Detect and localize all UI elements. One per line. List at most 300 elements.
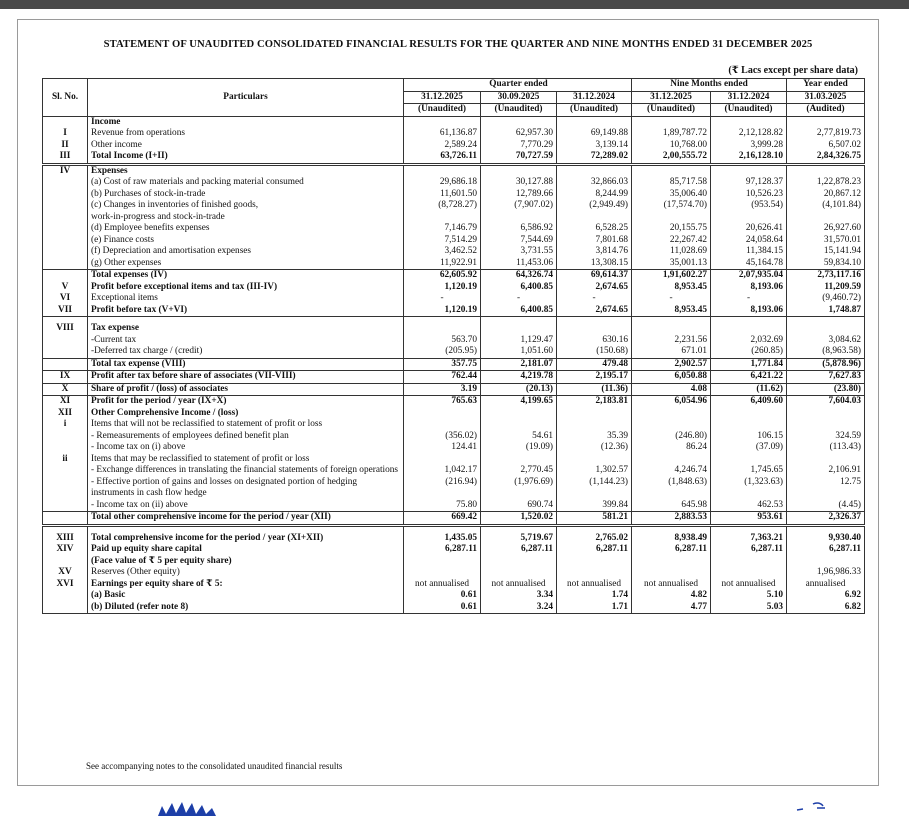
row-value xyxy=(404,212,481,224)
row-value: 4,199.65 xyxy=(481,396,557,408)
table-row xyxy=(43,383,865,396)
row-sl-no: X xyxy=(43,383,88,396)
row-value xyxy=(481,408,557,420)
row-value: 5.10 xyxy=(711,590,787,602)
row-value: (7,907.02) xyxy=(481,200,557,212)
row-sl-no xyxy=(43,465,88,477)
row-value: 7,363.21 xyxy=(711,533,787,545)
row-value xyxy=(404,323,481,335)
row-value xyxy=(632,454,711,466)
row-value: 1,435.05 xyxy=(404,533,481,545)
row-value: (205.95) xyxy=(404,346,481,358)
row-value: 1,96,986.33 xyxy=(787,567,865,579)
row-value: 11,028.69 xyxy=(632,246,711,258)
row-sl-no xyxy=(43,500,88,512)
row-value: 2,181.07 xyxy=(481,358,557,371)
row-value: 85,717.58 xyxy=(632,177,711,189)
table-row xyxy=(43,579,865,591)
row-sl-no xyxy=(43,246,88,258)
row-sl-no xyxy=(43,590,88,602)
row-value: 106.15 xyxy=(711,431,787,443)
row-value: (2,949.49) xyxy=(557,200,632,212)
row-sl-no: XIII xyxy=(43,533,88,545)
row-value xyxy=(481,212,557,224)
row-value xyxy=(632,116,711,128)
row-sl-no: IX xyxy=(43,371,88,384)
row-value xyxy=(711,323,787,335)
row-value: 10,768.00 xyxy=(632,140,711,152)
row-label: (Face value of ₹ 5 per equity share) xyxy=(88,556,404,568)
row-sl-no xyxy=(43,602,88,614)
row-value: 6,409.60 xyxy=(711,396,787,408)
row-value: 15,141.94 xyxy=(787,246,865,258)
row-value: 11,384.15 xyxy=(711,246,787,258)
row-value: (4.45) xyxy=(787,500,865,512)
row-value: 1.71 xyxy=(557,602,632,614)
row-value: 12,789.66 xyxy=(481,189,557,201)
row-value xyxy=(711,567,787,579)
table-row xyxy=(43,305,865,317)
row-label: Tax expense xyxy=(88,323,404,335)
table-row xyxy=(43,512,865,526)
row-value: 124.41 xyxy=(404,442,481,454)
row-value: 2,00,555.72 xyxy=(632,151,711,164)
row-value: 6,287.11 xyxy=(557,544,632,556)
table-row xyxy=(43,235,865,247)
row-label: Profit before tax (V+VI) xyxy=(88,305,404,317)
row-value xyxy=(557,116,632,128)
row-value: not annualised xyxy=(481,579,557,591)
row-value: 12.75 xyxy=(787,477,865,500)
table-row xyxy=(43,258,865,270)
date-header: 31.12.2024 xyxy=(711,91,787,104)
row-value: (246.80) xyxy=(632,431,711,443)
row-value: (1,323.63) xyxy=(711,477,787,500)
row-value: 4,246.74 xyxy=(632,465,711,477)
row-value: 22,267.42 xyxy=(632,235,711,247)
row-value: 2,326.37 xyxy=(787,512,865,526)
row-label: Items that will not be reclassified to statement of profit or loss xyxy=(88,419,404,431)
row-value: (12.36) xyxy=(557,442,632,454)
row-value: (4,101.84) xyxy=(787,200,865,212)
row-value: 7,544.69 xyxy=(481,235,557,247)
row-value: 1,120.19 xyxy=(404,305,481,317)
row-value: 953.61 xyxy=(711,512,787,526)
table-row xyxy=(43,544,865,556)
row-value xyxy=(711,116,787,128)
row-value: (1,976.69) xyxy=(481,477,557,500)
row-value xyxy=(711,164,787,177)
row-sl-no xyxy=(43,223,88,235)
row-value xyxy=(632,556,711,568)
row-value: 3,084.62 xyxy=(787,335,865,347)
row-value: 7,627.83 xyxy=(787,371,865,384)
row-label: (f) Depreciation and amortisation expenses xyxy=(88,246,404,258)
date-header: 31.12.2025 xyxy=(404,91,481,104)
row-value: - xyxy=(557,293,632,305)
row-value: 2,589.24 xyxy=(404,140,481,152)
row-value: 1,771.84 xyxy=(711,358,787,371)
row-value xyxy=(404,164,481,177)
row-value: 3,999.28 xyxy=(711,140,787,152)
row-value: 59,834.10 xyxy=(787,258,865,270)
row-value xyxy=(787,454,865,466)
row-sl-no: XII xyxy=(43,408,88,420)
row-value: 8,938.49 xyxy=(632,533,711,545)
row-value xyxy=(632,419,711,431)
row-value: 86.24 xyxy=(632,442,711,454)
row-value: 690.74 xyxy=(481,500,557,512)
row-value: 2,84,326.75 xyxy=(787,151,865,164)
row-value: 6,287.11 xyxy=(481,544,557,556)
row-sl-no xyxy=(43,556,88,568)
row-value: 6,054.96 xyxy=(632,396,711,408)
row-label: - Effective portion of gains and losses on designated portion of hedging instruments in cash flow hedge xyxy=(88,477,404,500)
row-value: 3,139.14 xyxy=(557,140,632,152)
table-row xyxy=(43,477,865,500)
financial-results-table xyxy=(42,78,865,614)
row-value: (216.94) xyxy=(404,477,481,500)
row-value: 2,12,128.82 xyxy=(711,128,787,140)
row-value: 1,302.57 xyxy=(557,465,632,477)
date-header: 31.12.2024 xyxy=(557,91,632,104)
row-value: 7,770.29 xyxy=(481,140,557,152)
table-row xyxy=(43,500,865,512)
row-label: work-in-progress and stock-in-trade xyxy=(88,212,404,224)
row-value: (953.54) xyxy=(711,200,787,212)
row-value: (1,848.63) xyxy=(632,477,711,500)
row-sl-no: III xyxy=(43,151,88,164)
row-value: 2,770.45 xyxy=(481,465,557,477)
row-value: (11.36) xyxy=(557,383,632,396)
row-sl-no: XV xyxy=(43,567,88,579)
row-value xyxy=(557,408,632,420)
row-value xyxy=(404,408,481,420)
row-value: 2,195.17 xyxy=(557,371,632,384)
row-label: Total tax expense (VIII) xyxy=(88,358,404,371)
row-value: 462.53 xyxy=(711,500,787,512)
row-value: (20.13) xyxy=(481,383,557,396)
row-label: (e) Finance costs xyxy=(88,235,404,247)
row-value: 11,209.59 xyxy=(787,282,865,294)
table-row xyxy=(43,128,865,140)
row-value: 2,902.57 xyxy=(632,358,711,371)
row-value: 4,219.78 xyxy=(481,371,557,384)
row-value xyxy=(787,408,865,420)
row-label: - Remeasurements of employees defined benefit plan xyxy=(88,431,404,443)
row-label: Revenue from operations xyxy=(88,128,404,140)
year-ended-header: Year ended xyxy=(787,79,865,92)
row-sl-no: XIV xyxy=(43,544,88,556)
table-row xyxy=(43,293,865,305)
table-row xyxy=(43,590,865,602)
row-value: (356.02) xyxy=(404,431,481,443)
table-row xyxy=(43,164,865,177)
row-value: 1,745.65 xyxy=(711,465,787,477)
statement-title: STATEMENT OF UNAUDITED CONSOLIDATED FINANCIAL RESULTS FOR THE QUARTER AND NINE MONTHS ENDED 31 DECEMBER 2025 xyxy=(103,39,813,50)
row-sl-no xyxy=(43,431,88,443)
row-value: 3.34 xyxy=(481,590,557,602)
row-value: 2,674.65 xyxy=(557,282,632,294)
row-value: 62,605.92 xyxy=(404,270,481,282)
row-value: 2,16,128.10 xyxy=(711,151,787,164)
row-value: 35.39 xyxy=(557,431,632,443)
row-label: Other Comprehensive Income / (loss) xyxy=(88,408,404,420)
row-value: not annualised xyxy=(404,579,481,591)
table-row xyxy=(43,323,865,335)
row-value: - xyxy=(632,293,711,305)
row-value: 2,765.02 xyxy=(557,533,632,545)
row-value: 6,400.85 xyxy=(481,282,557,294)
row-value: 35,001.13 xyxy=(632,258,711,270)
row-value: 1,22,878.23 xyxy=(787,177,865,189)
table-row xyxy=(43,556,865,568)
audit-status-header: (Unaudited) xyxy=(632,104,711,117)
row-value: 97,128.37 xyxy=(711,177,787,189)
row-value xyxy=(557,419,632,431)
row-label: - Income tax on (ii) above xyxy=(88,500,404,512)
table-row xyxy=(43,282,865,294)
row-label: Exceptional items xyxy=(88,293,404,305)
row-value xyxy=(481,556,557,568)
table-row xyxy=(43,140,865,152)
table-row xyxy=(43,335,865,347)
row-value: - xyxy=(404,293,481,305)
row-value xyxy=(404,567,481,579)
table-row xyxy=(43,200,865,212)
row-value: 6,287.11 xyxy=(404,544,481,556)
row-value: 1,89,787.72 xyxy=(632,128,711,140)
row-value xyxy=(787,212,865,224)
row-value: 3,462.52 xyxy=(404,246,481,258)
table-row xyxy=(43,358,865,371)
footer-note: See accompanying notes to the consolidated unaudited financial results xyxy=(86,761,343,771)
quarter-ended-header: Quarter ended xyxy=(481,79,557,92)
row-label: Reserves (Other equity) xyxy=(88,567,404,579)
row-sl-no xyxy=(43,189,88,201)
row-value xyxy=(481,164,557,177)
row-value xyxy=(481,323,557,335)
row-value: 2,106.91 xyxy=(787,465,865,477)
row-sl-no: VIII xyxy=(43,323,88,335)
row-value: 69,614.37 xyxy=(557,270,632,282)
row-value: 6,287.11 xyxy=(711,544,787,556)
row-value: 6,287.11 xyxy=(787,544,865,556)
row-value: (5,878.96) xyxy=(787,358,865,371)
table-row xyxy=(43,189,865,201)
row-value: 20,155.75 xyxy=(632,223,711,235)
row-value: 2,77,819.73 xyxy=(787,128,865,140)
table-row xyxy=(43,442,865,454)
row-value: 3.19 xyxy=(404,383,481,396)
row-value: - xyxy=(481,293,557,305)
row-value: 75.80 xyxy=(404,500,481,512)
row-sl-no: IV xyxy=(43,164,88,177)
row-value: 6,586.92 xyxy=(481,223,557,235)
table-row xyxy=(43,419,865,431)
table-row xyxy=(43,246,865,258)
row-value: not annualised xyxy=(632,579,711,591)
row-value: 11,601.50 xyxy=(404,189,481,201)
row-value xyxy=(787,116,865,128)
row-value: 4.77 xyxy=(632,602,711,614)
date-header: 31.12.2025 xyxy=(632,91,711,104)
row-value: 24,058.64 xyxy=(711,235,787,247)
row-value: 5.03 xyxy=(711,602,787,614)
row-value: 69,149.88 xyxy=(557,128,632,140)
row-label: Share of profit / (loss) of associates xyxy=(88,383,404,396)
row-label: (g) Other expenses xyxy=(88,258,404,270)
row-value xyxy=(481,116,557,128)
row-value: (150.68) xyxy=(557,346,632,358)
row-value: 2,674.65 xyxy=(557,305,632,317)
row-value xyxy=(404,116,481,128)
row-label: Other income xyxy=(88,140,404,152)
signature-mark xyxy=(795,800,835,814)
sl-no-header: Sl. No. xyxy=(43,79,88,117)
row-sl-no: I xyxy=(43,128,88,140)
row-value: 45,164.78 xyxy=(711,258,787,270)
row-sl-no: V xyxy=(43,282,88,294)
row-value: 6,400.85 xyxy=(481,305,557,317)
row-label: (c) Changes in inventories of finished goods, xyxy=(88,200,404,212)
row-value: 26,927.60 xyxy=(787,223,865,235)
row-value: annualised xyxy=(787,579,865,591)
row-value: 2,73,117.16 xyxy=(787,270,865,282)
row-value: (8,728.27) xyxy=(404,200,481,212)
row-label: Earnings per equity share of ₹ 5: xyxy=(88,579,404,591)
row-value: 7,146.79 xyxy=(404,223,481,235)
row-value: not annualised xyxy=(557,579,632,591)
row-value: (37.09) xyxy=(711,442,787,454)
row-value: 2,07,935.04 xyxy=(711,270,787,282)
row-value: 10,526.23 xyxy=(711,189,787,201)
table-row xyxy=(43,223,865,235)
row-value xyxy=(404,556,481,568)
row-value xyxy=(557,556,632,568)
row-value: 8,193.06 xyxy=(711,305,787,317)
row-value xyxy=(481,454,557,466)
row-value: 30,127.88 xyxy=(481,177,557,189)
row-value xyxy=(557,567,632,579)
row-value: (17,574.70) xyxy=(632,200,711,212)
row-sl-no xyxy=(43,358,88,371)
row-value: 20,867.12 xyxy=(787,189,865,201)
row-value: 357.75 xyxy=(404,358,481,371)
spacer-row xyxy=(43,525,865,533)
row-sl-no xyxy=(43,512,88,526)
table-row xyxy=(43,454,865,466)
row-value xyxy=(481,419,557,431)
date-header: 30.09.2025 xyxy=(481,91,557,104)
row-label: Profit for the period / year (IX+X) xyxy=(88,396,404,408)
table-row xyxy=(43,465,865,477)
row-value xyxy=(787,419,865,431)
row-value: (113.43) xyxy=(787,442,865,454)
row-value: 11,453.06 xyxy=(481,258,557,270)
row-value: 8,193.06 xyxy=(711,282,787,294)
row-value: 479.48 xyxy=(557,358,632,371)
row-sl-no: i xyxy=(43,419,88,431)
row-value: 1,042.17 xyxy=(404,465,481,477)
row-sl-no xyxy=(43,177,88,189)
row-value: 1,91,602.27 xyxy=(632,270,711,282)
row-value: 72,289.02 xyxy=(557,151,632,164)
row-value: 8,244.99 xyxy=(557,189,632,201)
nine-months-header: Nine Months ended xyxy=(632,79,787,92)
row-sl-no xyxy=(43,258,88,270)
row-value: 61,136.87 xyxy=(404,128,481,140)
table-row xyxy=(43,346,865,358)
row-value: 5,719.67 xyxy=(481,533,557,545)
row-value: 11,922.91 xyxy=(404,258,481,270)
row-value: - xyxy=(711,293,787,305)
row-value: 54.61 xyxy=(481,431,557,443)
row-value: (19.09) xyxy=(481,442,557,454)
row-label: Expenses xyxy=(88,164,404,177)
table-row xyxy=(43,212,865,224)
table-row xyxy=(43,177,865,189)
table-row xyxy=(43,602,865,614)
row-value: 0.61 xyxy=(404,590,481,602)
row-value: 2,032.69 xyxy=(711,335,787,347)
row-label: Total comprehensive income for the period / year (XI+XII) xyxy=(88,533,404,545)
row-value xyxy=(632,567,711,579)
row-value: 6.92 xyxy=(787,590,865,602)
row-label: (a) Basic xyxy=(88,590,404,602)
row-sl-no xyxy=(43,346,88,358)
row-value: not annualised xyxy=(711,579,787,591)
row-value: 8,953.45 xyxy=(632,282,711,294)
row-label: (a) Cost of raw materials and packing material consumed xyxy=(88,177,404,189)
row-value: 671.01 xyxy=(632,346,711,358)
row-value: (1,144.23) xyxy=(557,477,632,500)
row-sl-no: XI xyxy=(43,396,88,408)
audit-status-header: (Audited) xyxy=(787,104,865,117)
row-value: 6.82 xyxy=(787,602,865,614)
row-value: 630.16 xyxy=(557,335,632,347)
row-value: 64,326.74 xyxy=(481,270,557,282)
row-value: 70,727.59 xyxy=(481,151,557,164)
row-value: 4.82 xyxy=(632,590,711,602)
row-value: (23.80) xyxy=(787,383,865,396)
row-sl-no xyxy=(43,442,88,454)
table-row xyxy=(43,431,865,443)
table-row xyxy=(43,567,865,579)
row-value: (11.62) xyxy=(711,383,787,396)
row-label: Total Income (I+II) xyxy=(88,151,404,164)
row-value: 2,883.53 xyxy=(632,512,711,526)
row-value xyxy=(711,556,787,568)
row-value xyxy=(711,419,787,431)
row-value: 7,604.03 xyxy=(787,396,865,408)
company-logo-icon xyxy=(152,800,222,830)
row-sl-no xyxy=(43,200,88,212)
row-value: 2,183.81 xyxy=(557,396,632,408)
table-row xyxy=(43,151,865,164)
window-top-bar xyxy=(0,0,909,9)
row-sl-no: VI xyxy=(43,293,88,305)
row-value: 669.42 xyxy=(404,512,481,526)
row-value: 35,006.40 xyxy=(632,189,711,201)
row-value xyxy=(404,454,481,466)
row-value: 20,626.41 xyxy=(711,223,787,235)
row-value xyxy=(711,212,787,224)
row-label: (d) Employee benefits expenses xyxy=(88,223,404,235)
row-sl-no xyxy=(43,270,88,282)
row-label: (b) Purchases of stock-in-trade xyxy=(88,189,404,201)
row-value: 6,287.11 xyxy=(632,544,711,556)
